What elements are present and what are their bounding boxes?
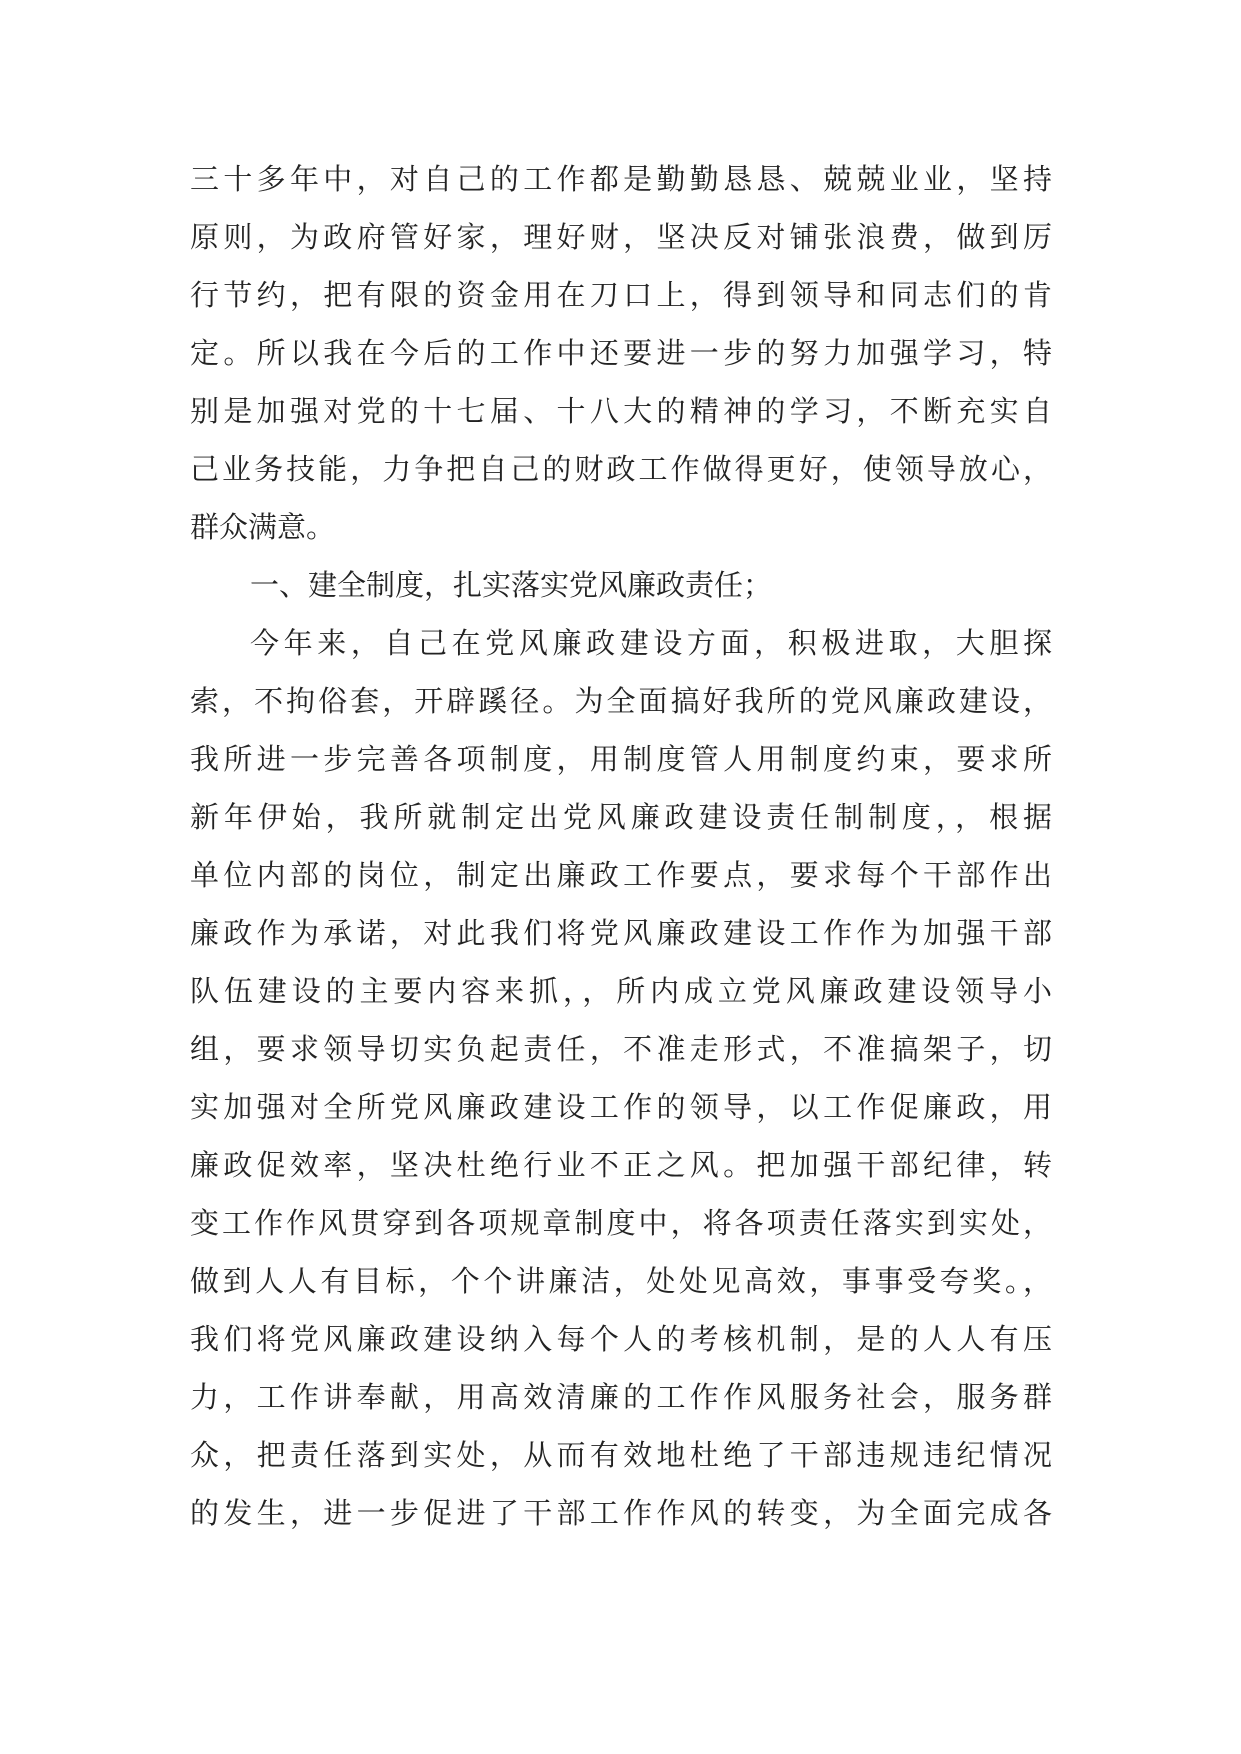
text-line: 己业务技能，力争把自己的财政工作做得更好，使领导放心， [190, 452, 1052, 486]
section-heading: 一、建全制度，扎实落实党风廉政责任； [250, 568, 773, 602]
text-line: 我们将党风廉政建设纳入每个人的考核机制，是的人人有压 [190, 1322, 1052, 1356]
body-paragraph [190, 614, 1052, 1542]
document-body [190, 150, 1052, 1542]
text-line: 我所进一步完善各项制度，用制度管人用制度约束，要求所 [190, 742, 1052, 776]
text-line: 定。所以我在今后的工作中还要进一步的努力加强学习，特 [190, 336, 1052, 370]
text-line: 做到人人有目标，个个讲廉洁，处处见高效，事事受夸奖。， [190, 1264, 1052, 1298]
text-line: 行节约，把有限的资金用在刀口上，得到领导和同志们的肯 [190, 278, 1052, 312]
text-line: 今年来，自己在党风廉政建设方面，积极进取，大胆探 [250, 626, 1052, 660]
text-line: 实加强对全所党风廉政建设工作的领导，以工作促廉政，用 [190, 1090, 1052, 1124]
text-line: 众，把责任落到实处，从而有效地杜绝了干部违规违纪情况 [190, 1438, 1052, 1472]
text-line: 组，要求领导切实负起责任，不准走形式，不准搞架子，切 [190, 1032, 1052, 1066]
continued-paragraph [190, 150, 1052, 556]
text-line: 的发生，进一步促进了干部工作作风的转变，为全面完成各 [190, 1496, 1052, 1530]
text-line: 别是加强对党的十七届、十八大的精神的学习，不断充实自 [190, 394, 1052, 428]
text-line: 新年伊始，我所就制定出党风廉政建设责任制制度，，根据 [190, 800, 1052, 834]
text-line: 单位内部的岗位，制定出廉政工作要点，要求每个干部作出 [190, 858, 1052, 892]
text-line: 变工作作风贯穿到各项规章制度中，将各项责任落实到实处， [190, 1206, 1052, 1240]
text-line: 群众满意。 [190, 510, 336, 544]
text-line: 三十多年中，对自己的工作都是勤勤恳恳、兢兢业业，坚持 [190, 162, 1052, 196]
text-line: 廉政促效率，坚决杜绝行业不正之风。把加强干部纪律，转 [190, 1148, 1052, 1182]
text-line: 力，工作讲奉献，用高效清廉的工作作风服务社会，服务群 [190, 1380, 1052, 1414]
text-line: 索，不拘俗套，开辟蹊径。为全面搞好我所的党风廉政建设， [190, 684, 1052, 718]
text-line: 原则，为政府管好家，理好财，坚决反对铺张浪费，做到厉 [190, 220, 1052, 254]
text-line: 队伍建设的主要内容来抓，，所内成立党风廉政建设领导小 [190, 974, 1052, 1008]
text-line: 廉政作为承诺，对此我们将党风廉政建设工作作为加强干部 [190, 916, 1052, 950]
